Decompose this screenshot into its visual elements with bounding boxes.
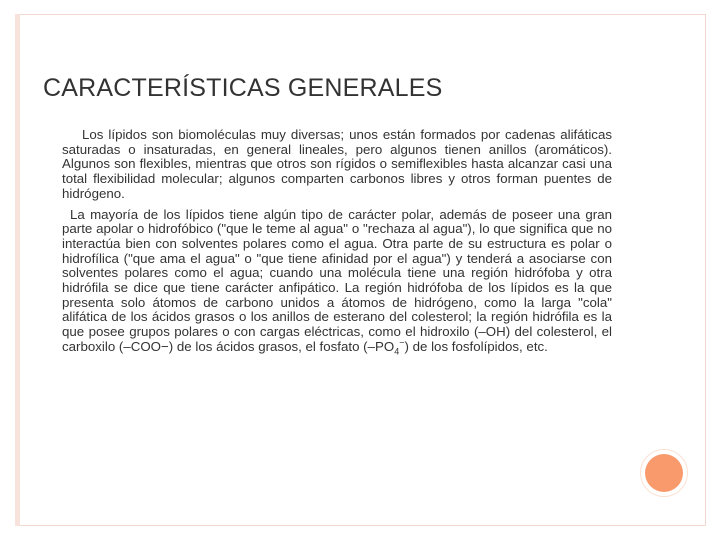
paragraph-2-text: La mayoría de los lípidos tiene algún tipo de carácter polar, además de poseer una gran parte apolar o hidrofóbico ("que le teme al agua" o "rechaza al agua"), lo que significa que no interactúa bien con solventes polares como el agua. Otra parte de su estructura es polar o hidrofílica ("que ama el agua" o "que tiene afinidad por el agua") y tenderá a asociarse con solventes polares como el agua; cuando una molécula tiene una región hidrófoba y otra hidrófila se dice que tiene carácter anfipático. La región hidrófoba de los lípidos es la que presenta solo átomos de carbono unidos a átomos de hidrógeno, como la larga "cola" alifática de los ácidos grasos o los anillos de esterano del colesterol; la región hidrófila es la que posee grupos polares o con cargas eléctricas, como el hidroxilo (–OH) del colesterol, el carboxilo (–COO−) de los ácidos grasos, el fosfato (–PO [62,206,612,354]
left-accent-bar [15,14,20,526]
paragraph-2-ending: ) de los fosfolípidos, etc. [404,338,548,354]
phosphate-charge: − [399,337,405,348]
paragraph-1: Los lípidos son biomoléculas muy diversas; unos están formados por cadenas alifáticas saturadas o insaturadas, en general lineales, pero algunos tienen anillos (aromáticos). Algunos son flexibles, mientras que otros son rígidos o semiflexibles hasta alcanzar casi una total flexibilidad molecular; algunos comparten carbonos libres y otros forman puentes de hidrógeno. [62,127,612,201]
phosphate-subscript: 4 [394,346,400,357]
decorative-orange-circle [645,454,683,492]
paragraph-2 [62,208,612,355]
slide-title: CARACTERÍSTICAS GENERALES [43,74,443,102]
slide-body [62,128,612,355]
